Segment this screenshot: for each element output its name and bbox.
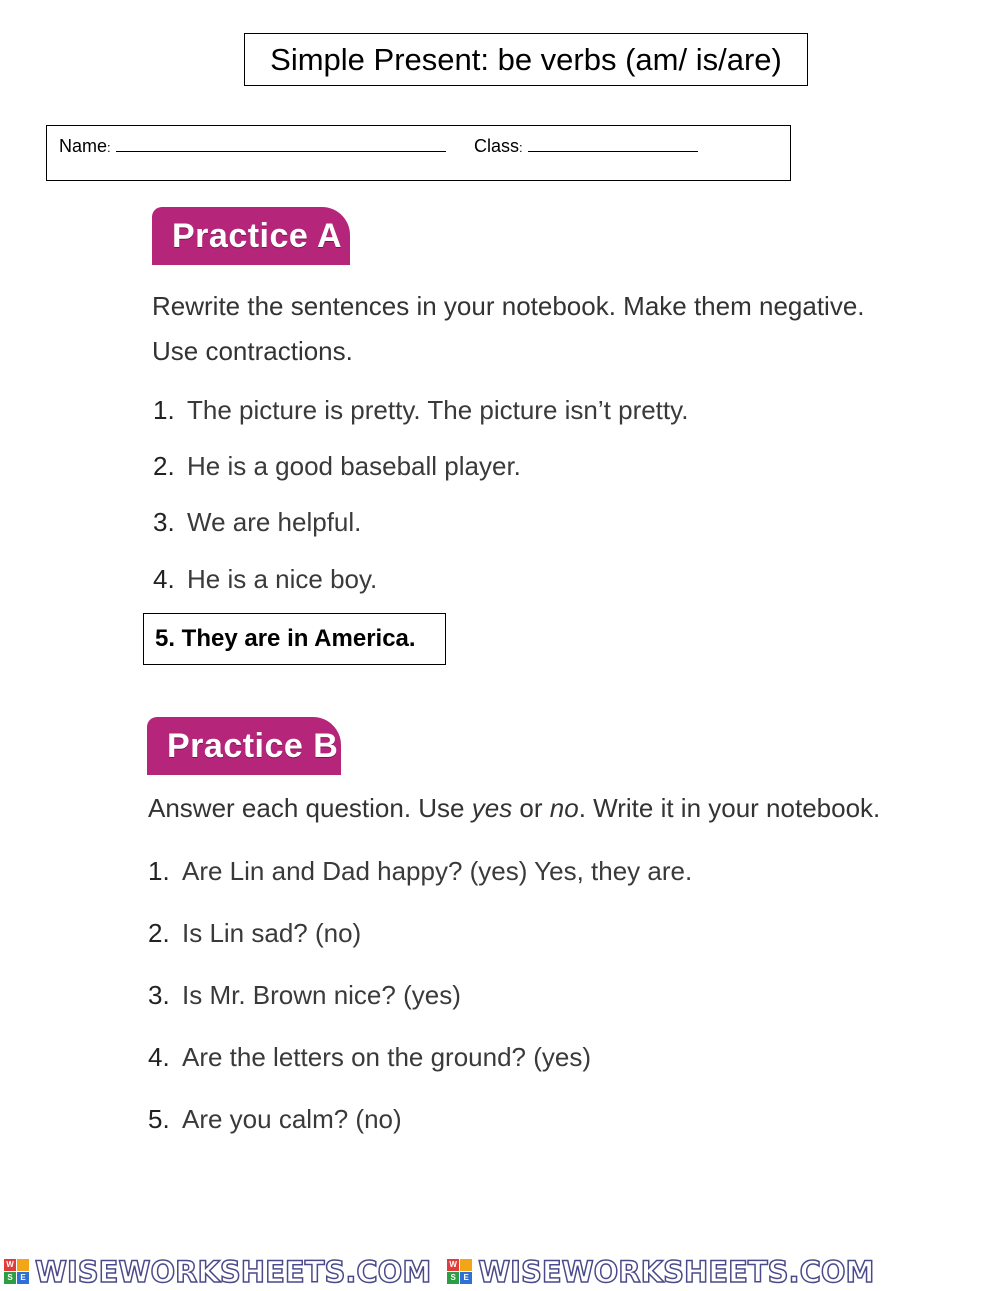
class-field[interactable] — [474, 136, 698, 157]
logo-tile — [460, 1259, 472, 1271]
practice-a-instructions — [152, 284, 865, 374]
item-number: 4. — [153, 564, 175, 594]
item-number: 3. — [148, 980, 170, 1010]
item-text: Are Lin and Dad happy? (yes) Yes, they are. — [182, 856, 693, 886]
practice-a-item-1 — [153, 395, 688, 426]
logo-tile: S — [4, 1272, 16, 1284]
worksheet-title: Simple Present: be verbs (am/ is/are) — [244, 33, 808, 86]
class-label: Class — [474, 136, 520, 156]
item-number: 2. — [148, 918, 170, 948]
practice-a-instructions-line2: Use contractions. — [152, 336, 353, 366]
item-number: 4. — [148, 1042, 170, 1072]
practice-a-heading: Practice A — [152, 207, 350, 265]
item-text: He is a nice boy. — [187, 564, 378, 594]
logo-tile: S — [447, 1272, 459, 1284]
practice-b-item-1 — [148, 856, 692, 887]
name-label: Name — [59, 136, 108, 156]
item-number: 1. — [153, 395, 175, 425]
item-number: 1. — [148, 856, 170, 886]
class-colon: : — [519, 140, 523, 155]
logo-tile: W — [447, 1259, 459, 1271]
item-text: The picture is pretty. The picture isn’t pretty. — [187, 395, 689, 425]
item-text: Is Mr. Brown nice? (yes) — [182, 980, 461, 1010]
practice-b-item-5 — [148, 1104, 402, 1135]
item-text: Are you calm? (no) — [182, 1104, 402, 1134]
practice-a-item-3 — [153, 507, 361, 538]
logo-tile: E — [17, 1272, 29, 1284]
watermark-group — [443, 1255, 874, 1289]
watermark-group — [0, 1255, 431, 1289]
item-text: We are helpful. — [187, 507, 362, 537]
practice-b-heading: Practice B — [147, 717, 341, 775]
practice-b-item-4 — [148, 1042, 591, 1073]
watermark-text: WISEWORKSHEETS.COM — [478, 1254, 875, 1289]
practice-a-item-4 — [153, 564, 377, 595]
student-info-box — [46, 125, 791, 181]
practice-b-item-2 — [148, 918, 361, 949]
class-blank-line[interactable] — [528, 137, 698, 152]
watermark-footer — [0, 1252, 1000, 1291]
name-colon: : — [107, 140, 111, 155]
logo-tile — [17, 1259, 29, 1271]
item-text: Is Lin sad? (no) — [182, 918, 362, 948]
item-text: He is a good baseball player. — [187, 451, 521, 481]
practice-b-instructions — [148, 786, 880, 831]
watermark-text: WISEWORKSHEETS.COM — [35, 1254, 432, 1289]
item-number: 3. — [153, 507, 175, 537]
wisewordsheets-logo-icon — [4, 1259, 29, 1284]
logo-tile: E — [460, 1272, 472, 1284]
name-field[interactable] — [59, 136, 446, 157]
practice-b-instr-mid: or — [512, 793, 550, 823]
practice-b-instr-post: . Write it in your notebook. — [578, 793, 881, 823]
item-number: 5. — [148, 1104, 170, 1134]
practice-a-instructions-line1: Rewrite the sentences in your notebook. Make them negative. — [152, 291, 865, 321]
practice-a-item-5-boxed: 5. They are in America. — [143, 613, 446, 665]
practice-b-instr-yes: yes — [471, 793, 513, 823]
practice-a-item-2 — [153, 451, 521, 482]
practice-b-item-3 — [148, 980, 461, 1011]
wisewordsheets-logo-icon — [447, 1259, 472, 1284]
practice-b-instr-pre: Answer each question. Use — [148, 793, 472, 823]
item-text: Are the letters on the ground? (yes) — [182, 1042, 592, 1072]
name-blank-line[interactable] — [116, 137, 446, 152]
practice-b-instr-no: no — [549, 793, 579, 823]
logo-tile: W — [4, 1259, 16, 1271]
item-number: 2. — [153, 451, 175, 481]
